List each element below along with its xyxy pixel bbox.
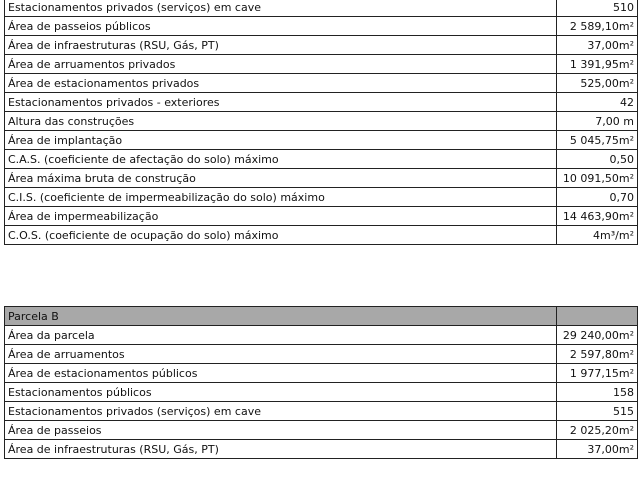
row-label: Área da parcela xyxy=(5,326,557,345)
table-row xyxy=(5,364,638,383)
row-value: 1 977,15m² xyxy=(557,364,638,383)
row-value: 42 xyxy=(557,93,638,112)
table-row xyxy=(5,402,638,421)
row-value: 158 xyxy=(557,383,638,402)
row-label: C.I.S. (coeficiente de impermeabilização do solo) máximo xyxy=(5,188,557,207)
row-value: 0,50 xyxy=(557,150,638,169)
row-label: Área máxima bruta de construção xyxy=(5,169,557,188)
parcel-b-heading: Parcela B xyxy=(5,307,557,326)
table-row xyxy=(5,226,638,245)
table-row xyxy=(5,188,638,207)
row-label: Área de estacionamentos privados xyxy=(5,74,557,93)
row-label: Estacionamentos públicos xyxy=(5,383,557,402)
row-value: 525,00m² xyxy=(557,74,638,93)
row-value: 510 xyxy=(557,0,638,17)
table-row xyxy=(5,207,638,226)
table-row xyxy=(5,17,638,36)
row-label: Área de infraestruturas (RSU, Gás, PT) xyxy=(5,36,557,55)
row-label: Estacionamentos privados (serviços) em cave xyxy=(5,0,557,17)
row-value: 14 463,90m² xyxy=(557,207,638,226)
row-label: Área de arruamentos xyxy=(5,345,557,364)
row-label: Área de impermeabilização xyxy=(5,207,557,226)
parcel-a-table xyxy=(4,0,638,245)
header-blank-cell xyxy=(557,307,638,326)
table-row xyxy=(5,440,638,459)
table-row xyxy=(5,93,638,112)
table-row xyxy=(5,131,638,150)
row-value: 4m³/m² xyxy=(557,226,638,245)
table-row xyxy=(5,36,638,55)
row-value: 515 xyxy=(557,402,638,421)
row-value: 10 091,50m² xyxy=(557,169,638,188)
table-row xyxy=(5,383,638,402)
row-value: 5 045,75m² xyxy=(557,131,638,150)
row-value: 29 240,00m² xyxy=(557,326,638,345)
table-row xyxy=(5,326,638,345)
row-label: Estacionamentos privados - exteriores xyxy=(5,93,557,112)
row-label: Estacionamentos privados (serviços) em cave xyxy=(5,402,557,421)
row-label: Área de implantação xyxy=(5,131,557,150)
row-value: 0,70 xyxy=(557,188,638,207)
row-value: 2 597,80m² xyxy=(557,345,638,364)
row-label: Área de infraestruturas (RSU, Gás, PT) xyxy=(5,440,557,459)
row-label: C.O.S. (coeficiente de ocupação do solo) máximo xyxy=(5,226,557,245)
row-value: 37,00m² xyxy=(557,440,638,459)
table-header-row xyxy=(5,307,638,326)
row-value: 7,00 m xyxy=(557,112,638,131)
table-row xyxy=(5,345,638,364)
table-row xyxy=(5,421,638,440)
table-row xyxy=(5,55,638,74)
row-value: 1 391,95m² xyxy=(557,55,638,74)
row-label: C.A.S. (coeficiente de afectação do solo) máximo xyxy=(5,150,557,169)
row-label: Área de passeios xyxy=(5,421,557,440)
table-row xyxy=(5,169,638,188)
table-row xyxy=(5,74,638,93)
row-label: Área de passeios públicos xyxy=(5,17,557,36)
row-label: Área de estacionamentos públicos xyxy=(5,364,557,383)
row-label: Altura das construções xyxy=(5,112,557,131)
row-value: 2 025,20m² xyxy=(557,421,638,440)
parcel-b-table xyxy=(4,306,638,459)
table-row xyxy=(5,112,638,131)
table-row xyxy=(5,0,638,17)
row-value: 37,00m² xyxy=(557,36,638,55)
row-value: 2 589,10m² xyxy=(557,17,638,36)
row-label: Área de arruamentos privados xyxy=(5,55,557,74)
table-row xyxy=(5,150,638,169)
